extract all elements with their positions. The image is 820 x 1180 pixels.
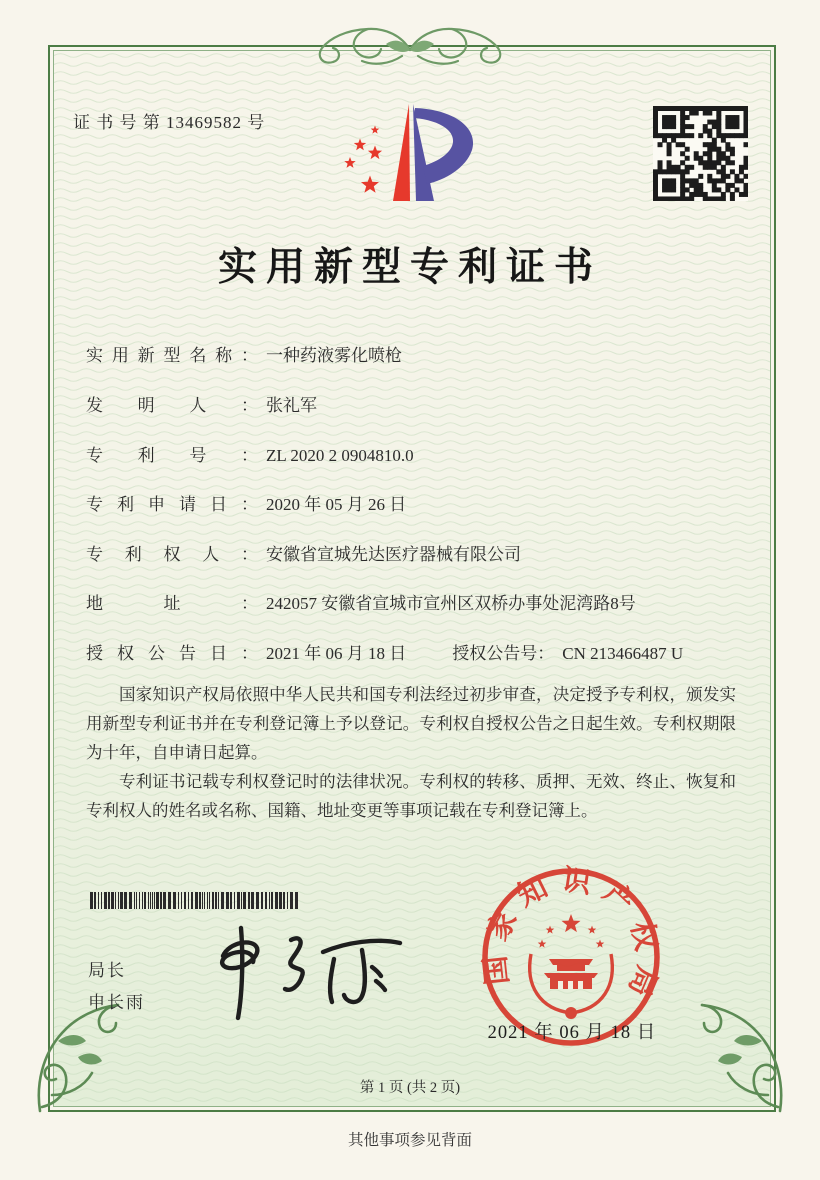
field-row-filing-date: [86, 490, 406, 515]
legal-paragraph-2: 专利证书记载专利权登记时的法律状况。专利权的转移、质押、无效、终止、恢复和专利权人的姓名或名称、国籍、地址变更等事项记载在专利登记簿上。: [86, 772, 736, 820]
logo-red-wedge: [393, 104, 410, 201]
legal-text-block: [86, 680, 736, 825]
field-value: 张礼军: [266, 396, 317, 415]
certificate-number: 证 书 号 第 13469582 号: [73, 113, 266, 132]
field-label: 专利权人：: [86, 545, 258, 564]
grant-number-value: CN 213466487 U: [562, 644, 684, 663]
cnipa-logo: [330, 98, 490, 223]
grant-number-label: 授权公告号：: [452, 644, 555, 663]
field-row-address: [86, 589, 636, 614]
field-label: 实用新型名称：: [86, 346, 258, 365]
field-row-grant-date-and-number: [86, 639, 683, 664]
legal-paragraph-1: 国家知识产权局依照中华人民共和国专利法经过初步审查，决定授予专利权，颁发实用新型专利证书并在专利登记簿上予以登记。专利权自授权公告之日起生效。专利权期限为十年，自申请日起算。: [86, 685, 736, 762]
field-value: 安徽省宣城先达医疗器械有限公司: [266, 545, 521, 564]
field-row-patent-number: [86, 441, 414, 466]
back-side-note: 其他事项参见背面: [347, 1132, 472, 1149]
certificate-title: 实用新型专利证书: [217, 246, 602, 289]
field-value: ZL 2020 2 0904810.0: [266, 446, 414, 465]
bottom-left-corner-flourish: [28, 995, 123, 1115]
field-value: 2021 年 06 月 18 日: [266, 644, 407, 663]
field-value: 一种药液雾化喷枪: [266, 346, 402, 365]
seal-national-emblem: [530, 914, 613, 1019]
officer-name: 申长雨: [88, 993, 145, 1012]
qr-code: [653, 106, 748, 201]
field-label: 地址：: [86, 594, 258, 613]
top-border-flourish-ornament: [285, 20, 535, 74]
page-number: 第 1 页 (共 2 页): [359, 1080, 461, 1096]
logo-stars: [344, 126, 382, 193]
field-row-patentee: [86, 540, 521, 565]
field-label: 专利申请日：: [86, 495, 258, 514]
field-label: 专利号：: [86, 446, 258, 465]
seal-text: 国家知识产权局: [478, 864, 665, 1011]
barcode: [90, 892, 304, 909]
seal-date: 2021 年 06 月 18 日: [487, 1023, 657, 1043]
officer-title: 局长: [88, 961, 126, 980]
field-value: 2020 年 05 月 26 日: [266, 495, 407, 514]
field-label: 授权公告日：: [86, 644, 258, 663]
commissioner-signature: [195, 912, 425, 1022]
field-row-utility-name: [86, 341, 402, 366]
field-value: 242057 安徽省宣城市宣州区双桥办事处泥湾路8号: [266, 594, 636, 613]
field-row-inventor: [86, 391, 317, 416]
bottom-right-corner-flourish: [697, 995, 792, 1115]
field-label: 发明人：: [86, 396, 258, 415]
